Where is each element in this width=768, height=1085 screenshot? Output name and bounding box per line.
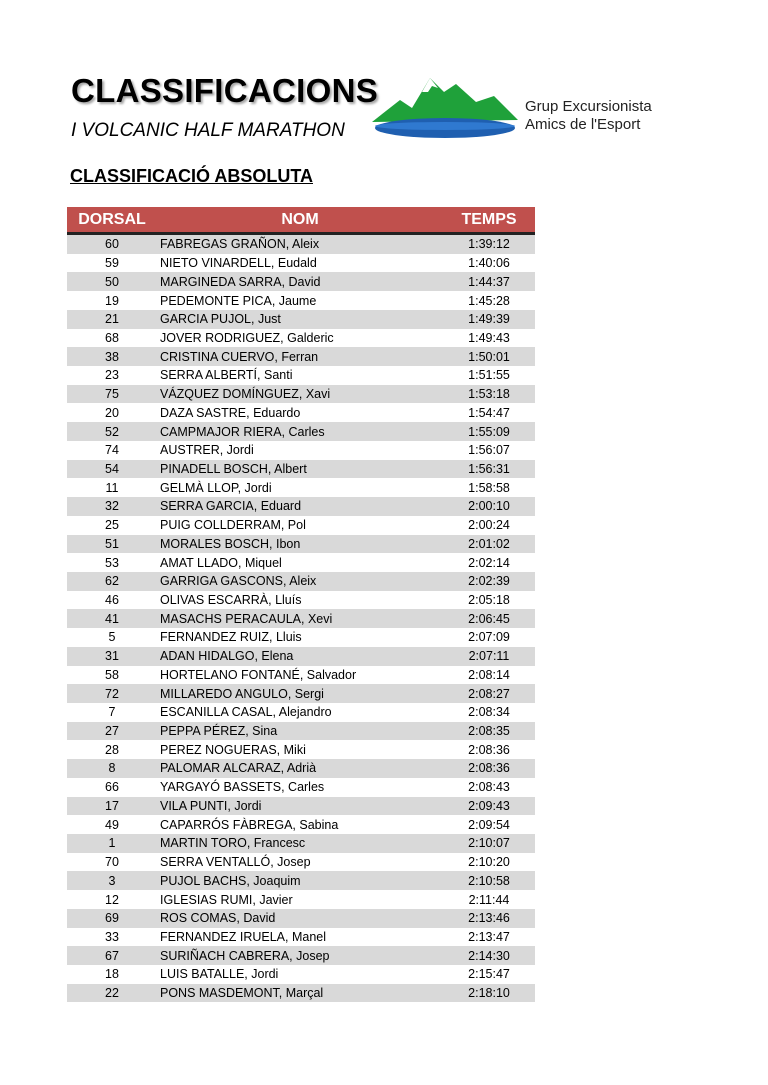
cell-nom: SERRA ALBERTÍ, Santi [160,368,293,383]
cell-temps: 2:10:58 [468,873,510,888]
cell-nom: FERNANDEZ IRUELA, Manel [160,929,327,944]
cell-dorsal: 68 [105,330,119,345]
cell-nom: ESCANILLA CASAL, Alejandro [160,705,332,720]
cell-dorsal: 59 [105,256,119,271]
cell-nom: PEDEMONTE PICA, Jaume [160,293,317,308]
cell-temps: 1:55:09 [468,424,510,439]
table-row [67,909,535,928]
cell-nom: JOVER RODRIGUEZ, Galderic [160,330,334,345]
table-row [67,703,535,722]
table-row [67,422,535,441]
table-row [67,684,535,703]
section-title: CLASSIFICACIÓ ABSOLUTA [70,166,313,186]
cell-nom: PUIG COLLDERRAM, Pol [160,518,306,533]
cell-dorsal: 53 [105,555,119,570]
cell-nom: VÁZQUEZ DOMÍNGUEZ, Xavi [160,387,331,402]
table-row [67,984,535,1003]
cell-nom: SERRA VENTALLÓ, Josep [160,855,311,870]
cell-dorsal: 54 [105,461,119,476]
cell-nom: NIETO VINARDELL, Eudald [160,256,317,271]
cell-temps: 1:44:37 [468,274,510,289]
cell-nom: MASACHS PERACAULA, Xevi [160,611,333,626]
mountain-logo-icon [372,74,518,140]
cell-nom: MARTIN TORO, Francesc [160,836,306,851]
cell-temps: 2:08:36 [468,761,510,776]
cell-temps: 2:08:36 [468,742,510,757]
cell-dorsal: 32 [105,499,119,514]
cell-dorsal: 49 [105,817,119,832]
org-line-1: Grup Excursionista [525,98,652,115]
table-row [67,235,535,254]
cell-temps: 2:13:47 [468,929,510,944]
cell-temps: 1:54:47 [468,405,510,420]
cell-dorsal: 62 [105,574,119,589]
cell-temps: 2:10:20 [468,855,510,870]
page-title: CLASSIFICACIONS [71,72,379,109]
cell-nom: VILA PUNTI, Jordi [160,798,262,813]
table-row [67,609,535,628]
cell-dorsal: 72 [105,686,119,701]
cell-temps: 1:49:43 [468,330,510,345]
cell-nom: AMAT LLADO, Miquel [160,555,282,570]
cell-nom: PEPPA PÉREZ, Sina [160,724,278,739]
cell-dorsal: 1 [108,836,116,851]
cell-temps: 2:11:44 [468,892,510,907]
cell-temps: 2:00:24 [468,518,510,533]
cell-nom: SURIÑACH CABRERA, Josep [160,948,330,963]
cell-dorsal: 12 [105,892,119,907]
cell-dorsal: 74 [105,443,119,458]
table-row [67,946,535,965]
table-row [67,329,535,348]
cell-dorsal: 33 [105,929,119,944]
cell-dorsal: 38 [105,349,119,364]
cell-dorsal: 5 [108,630,116,645]
cell-temps: 2:08:35 [468,724,510,739]
cell-dorsal: 17 [105,798,119,813]
cell-nom: DAZA SASTRE, Eduardo [160,405,301,420]
cell-dorsal: 60 [105,237,119,252]
table-row [67,853,535,872]
cell-dorsal: 22 [105,986,119,1001]
table-row [67,871,535,890]
cell-temps: 2:09:54 [468,817,510,832]
cell-temps: 1:40:06 [468,256,510,271]
cell-temps: 2:08:14 [468,667,510,682]
column-header-dorsal: DORSAL [78,210,146,228]
table-row [67,291,535,310]
table-row [67,553,535,572]
cell-temps: 2:07:09 [468,630,510,645]
table-row [67,310,535,329]
cell-nom: PUJOL BACHS, Joaquim [160,873,301,888]
cell-nom: PEREZ NOGUERAS, Miki [160,742,306,757]
cell-dorsal: 23 [105,368,119,383]
cell-dorsal: 3 [108,873,116,888]
cell-temps: 1:49:39 [468,312,510,327]
cell-nom: FERNANDEZ RUIZ, Lluis [160,630,302,645]
table-row [67,797,535,816]
table-row [67,778,535,797]
table-body [67,235,535,1002]
cell-nom: YARGAYÓ BASSETS, Carles [160,780,325,795]
cell-temps: 1:56:31 [468,461,510,476]
cell-nom: AUSTRER, Jordi [160,443,254,458]
cell-nom: MILLAREDO ANGULO, Sergi [160,686,324,701]
cell-nom: IGLESIAS RUMI, Javier [160,892,293,907]
table-row [67,740,535,759]
cell-dorsal: 7 [108,705,116,720]
cell-dorsal: 75 [105,387,119,402]
cell-dorsal: 67 [105,948,119,963]
cell-dorsal: 27 [105,724,119,739]
cell-nom: PINADELL BOSCH, Albert [160,461,307,476]
table-row [67,890,535,909]
table-row [67,272,535,291]
table-row [67,478,535,497]
cell-dorsal: 11 [105,480,119,495]
table-row [67,366,535,385]
cell-dorsal: 52 [105,424,119,439]
cell-temps: 2:06:45 [468,611,510,626]
cell-temps: 2:02:39 [468,574,510,589]
cell-nom: MORALES BOSCH, Ibon [160,536,301,551]
cell-dorsal: 18 [105,967,119,982]
cell-dorsal: 58 [105,667,119,682]
table-row [67,834,535,853]
cell-temps: 2:13:46 [468,911,510,926]
table-row [67,815,535,834]
cell-nom: GELMÀ LLOP, Jordi [160,480,272,495]
cell-dorsal: 50 [105,274,119,289]
cell-dorsal: 21 [105,312,119,327]
table-header [67,207,535,235]
cell-temps: 2:07:11 [468,649,510,664]
cell-temps: 1:56:07 [468,443,510,458]
table-row [67,516,535,535]
table-row [67,666,535,685]
cell-temps: 1:39:12 [468,237,510,252]
cell-nom: CRISTINA CUERVO, Ferran [160,349,319,364]
table-row [67,722,535,741]
cell-temps: 1:58:58 [468,480,510,495]
cell-nom: LUIS BATALLE, Jordi [160,967,279,982]
cell-temps: 2:09:43 [468,798,510,813]
cell-temps: 2:14:30 [468,948,510,963]
cell-temps: 1:53:18 [468,387,510,402]
cell-temps: 2:08:27 [468,686,510,701]
cell-temps: 2:18:10 [468,986,510,1001]
organization-name [525,98,652,134]
table-row [67,928,535,947]
org-line-2: Amics de l'Esport [525,116,641,133]
cell-nom: MARGINEDA SARRA, David [160,274,321,289]
cell-dorsal: 8 [108,761,116,776]
cell-dorsal: 20 [105,405,119,420]
cell-nom: HORTELANO FONTANÉ, Salvador [160,667,357,682]
cell-nom: SERRA GARCIA, Eduard [160,499,302,514]
table-row [67,535,535,554]
cell-dorsal: 25 [105,518,119,533]
table-row [67,759,535,778]
table-row [67,347,535,366]
cell-nom: PALOMAR ALCARAZ, Adrià [160,761,317,776]
cell-nom: OLIVAS ESCARRÀ, Lluís [160,593,302,608]
cell-temps: 2:02:14 [468,555,510,570]
table-row [67,403,535,422]
cell-dorsal: 66 [105,780,119,795]
cell-temps: 2:00:10 [468,499,510,514]
table-row [67,460,535,479]
cell-dorsal: 19 [105,293,119,308]
cell-temps: 2:15:47 [468,967,510,982]
table-row [67,628,535,647]
cell-nom: GARCIA PUJOL, Just [160,312,281,327]
cell-nom: ROS COMAS, David [160,911,276,926]
cell-temps: 1:45:28 [468,293,510,308]
cell-dorsal: 51 [105,536,119,551]
table-row [67,254,535,273]
cell-nom: GARRIGA GASCONS, Aleix [160,574,317,589]
cell-temps: 2:08:43 [468,780,510,795]
cell-dorsal: 31 [105,649,119,664]
results-table [67,207,535,1002]
cell-nom: FABREGAS GRAÑON, Aleix [160,237,320,252]
cell-nom: CAMPMAJOR RIERA, Carles [160,424,325,439]
table-row [67,647,535,666]
column-header-nom: NOM [281,210,319,228]
event-subtitle: I VOLCANIC HALF MARATHON [71,120,345,141]
cell-temps: 2:10:07 [468,836,510,851]
cell-temps: 2:01:02 [468,536,510,551]
cell-temps: 1:51:55 [468,368,510,383]
table-row [67,497,535,516]
cell-dorsal: 69 [105,911,119,926]
cell-dorsal: 28 [105,742,119,757]
cell-temps: 1:50:01 [468,349,510,364]
column-header-temps: TEMPS [461,210,517,228]
cell-temps: 2:08:34 [468,705,510,720]
table-row [67,591,535,610]
cell-temps: 2:05:18 [468,593,510,608]
cell-nom: ADAN HIDALGO, Elena [160,649,294,664]
table-row [67,441,535,460]
table-row [67,965,535,984]
table-row [67,385,535,404]
cell-dorsal: 70 [105,855,119,870]
cell-dorsal: 41 [105,611,119,626]
cell-dorsal: 46 [105,593,119,608]
cell-nom: CAPARRÓS FÀBREGA, Sabina [160,817,339,832]
table-row [67,572,535,591]
cell-nom: PONS MASDEMONT, Marçal [160,986,324,1001]
